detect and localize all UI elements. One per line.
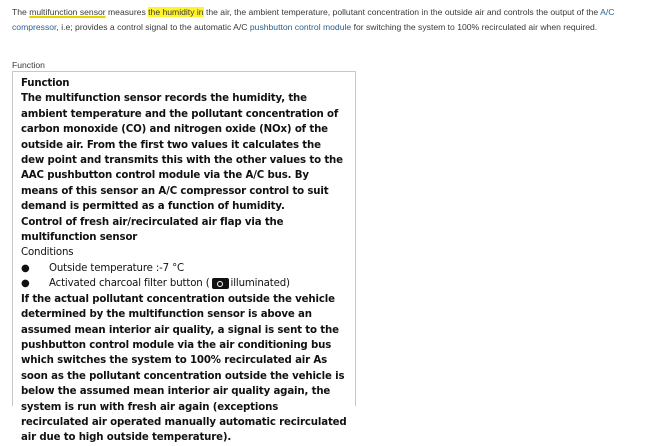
doc-paragraph-control: Control of fresh air/recirculated air flap via the multifunction sensor [21,216,284,244]
doc-paragraph-pollutant: If the actual pollutant concentration outside the vehicle determined by the multifunction sensor is above an assumed mean interior air quality, a signal is sent to the pushbutton control module via the air conditioning bus which switches the system to 100% recirculated air As soon as the pollutant concentration outside the vehicle is below the assumed mean interior air quality again, the system is run with fresh air again (exceptions recirculated air operated manually automatic recirculated air due to high outside temperature). [21,293,347,444]
doc-paragraph-function: The multifunction sensor records the humidity, the ambient temperature and the pollutant concentration of carbon monoxide (CO) and nitrogen oxide (NOx) of the outside air. From the first two values it calculates the dew point and transmits this with the other values to the AAC pushbutton control module via the A/C bus. By means of this sensor an A/C compressor control to suit demand is permitted as a function of humidity. [21,93,343,213]
bullet-icon: ● [21,262,30,274]
doc-bullet-item [21,276,347,291]
doc-bullet-text: Activated charcoal filter button ( [49,278,210,290]
highlight-multifunction-sensor[interactable]: multifunction sensor [29,7,106,17]
ac-compressor-link[interactable]: A/C compressor [12,7,615,32]
intro-text: the air, the ambient temperature, pollutant concentration in the outside air and controls the output of the [203,7,601,17]
intro-paragraph [12,5,642,35]
intro-text: for switching the system to 100% recirculated air when required. [351,22,598,32]
doc-bullet-text: Outside temperature :-7 °C [49,262,184,274]
intro-text: , i.e; provides a control signal to the automatic A/C [56,22,250,32]
charcoal-filter-button-icon [212,278,229,289]
figure-caption: Function [12,60,45,70]
doc-bullet-text: illuminated) [230,278,290,290]
scanned-document-image [12,71,356,444]
pushbutton-control-module-link[interactable]: pushbutton control module [249,22,352,32]
doc-heading: Function [21,78,70,89]
doc-bullet-item [21,261,347,276]
intro-text: measures [105,7,149,17]
doc-conditions-label: Conditions [21,247,74,259]
intro-text: The [12,7,30,17]
highlight-humidity: the humidity in [148,7,204,17]
bullet-icon: ● [21,278,30,290]
